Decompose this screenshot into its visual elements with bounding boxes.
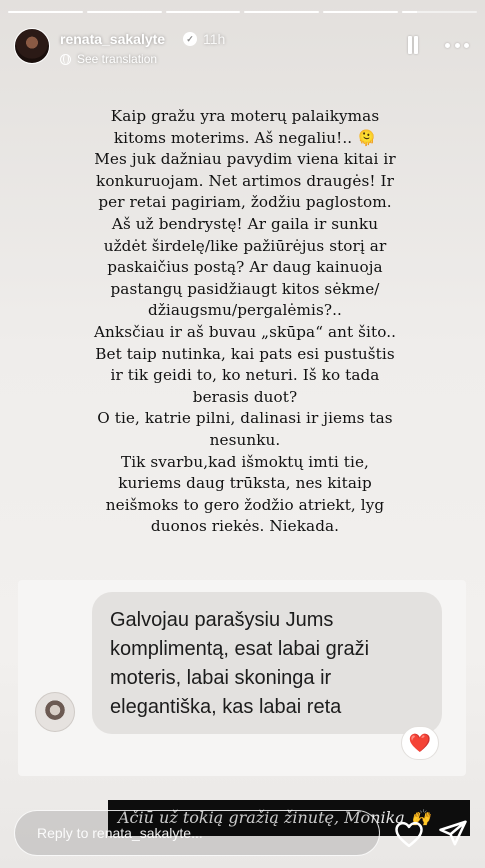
story-text: Kaip gražu yra moterų palaikymas kitoms moterims. Aš negaliu!.. 🫠 Mes juk dažniau pavydim viena kitai ir konkuruojam. Net artimos draugės! Ir per retai pagiriam, žodžiu paglostom. Aš už bendrystę! Ar gaila ir sunku uždėt širdelę/like pažiūrėjus storį ar paskaičius postą? Ar daug kainuoja pastangų pasidžiaugt kitos sėkme/ džiaugsmu/pergalėmis?.. Anksčiau ir aš buvau „skūpa“ ant šito.. Bet taip nutinka, kai pats esi pustuštis ir tik geidi to, ko neturi. Iš ko tada berasis duot? O tie, katrie pilni, dalinasi ir jiems tas nesunku. Tik svarbu,kad išmoktų imti tie, kuriems daug trūksta, nes kitaip neišmoks to gero žodžio atriekt, lyg duonos riekės. Niekada. (93, 107, 397, 536)
story-header (12, 26, 473, 70)
pause-icon[interactable] (405, 36, 421, 54)
time-ago: 11h (203, 31, 226, 47)
see-translation-label: See translation (77, 52, 158, 66)
progress-segment (87, 11, 162, 13)
verified-badge-icon: ✓ (183, 32, 197, 46)
progress-segment (166, 11, 241, 13)
progress-segment (402, 11, 477, 13)
more-options-icon[interactable] (445, 37, 469, 53)
profile-avatar[interactable] (14, 28, 50, 64)
username[interactable]: renata_sakalyte (60, 31, 166, 47)
reply-input[interactable] (14, 810, 380, 856)
sender-avatar (35, 692, 75, 732)
progress-segment (244, 11, 319, 13)
globe-icon (60, 54, 71, 65)
caption-text: Ačiū už tokią gražią žinutę, Monika (118, 808, 405, 827)
heart-reaction-icon: ❤️ (401, 726, 439, 760)
message-bubble: Galvojau parašysiu Jums komplimentą, esat labai graži moteris, labai skoninga ir elegantiška, kas labai reta (92, 592, 442, 734)
progress-segment (8, 11, 83, 13)
progress-segment (323, 11, 398, 13)
see-translation-link[interactable] (60, 52, 157, 66)
story-progress (8, 11, 477, 13)
like-heart-icon[interactable] (394, 820, 424, 848)
raising-hands-icon: 🙌 (410, 808, 431, 827)
send-icon[interactable] (438, 818, 468, 848)
